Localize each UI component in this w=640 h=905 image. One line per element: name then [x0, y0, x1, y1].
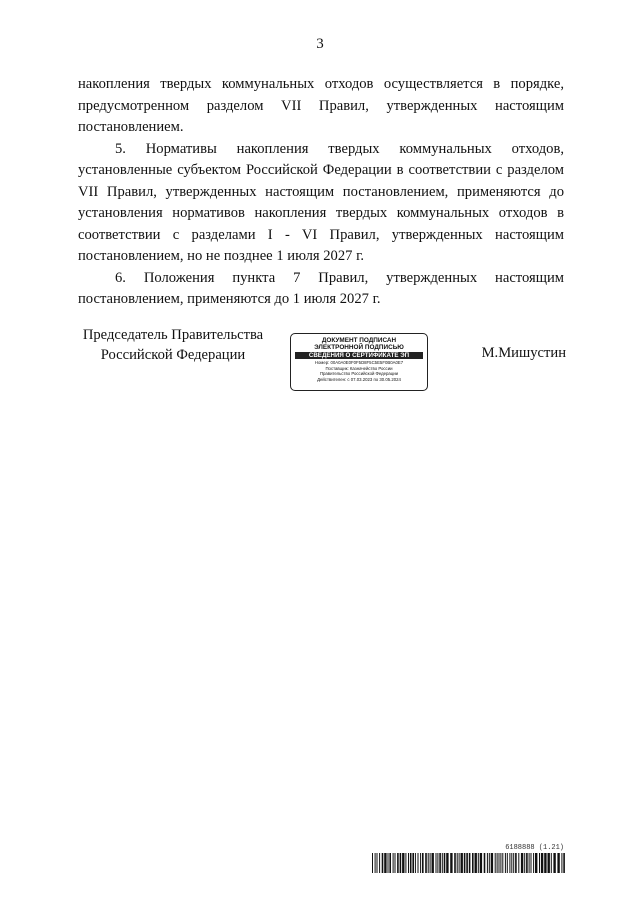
paragraph-continuation: накопления твердых коммунальных отходов осуществляется в порядке, предусмотренном разделом VII Правил, утвержденных настоящим постановлением.	[78, 76, 564, 135]
paragraph-5: 5. Нормативы накопления твердых коммунальных отходов, установленные субъектом Российской Федерации в соответствии с разделом VII Правил, утвержденных настоящим постановлением, применяются до установления нормативов накопления твердых коммунальных отходов в соответствии с разделами I - VI Правил, утвержденных настоящим постановлением, но не позднее 1 июля 2027 г.	[78, 140, 564, 264]
signatory-position-line2: Российской Федерации	[100, 347, 246, 363]
document-code: 6188888 (1.21)	[505, 844, 564, 852]
stamp-title-line2: ЭЛЕКТРОННОЙ ПОДПИСЬЮ	[314, 344, 404, 351]
signatory-position-line1: Председатель Правительства	[82, 327, 264, 343]
stamp-validity: Действителен: с 07.03.2023 по 30.05.2024	[317, 376, 401, 382]
stamp-serial: Номер: 00A0A0E0F0F5D8F5C5E5F0B0A0E7	[314, 360, 404, 365]
stamp-supplier: Поставщик: Казначейство России	[325, 365, 393, 371]
paragraph-6: 6. Положения пункта 7 Правил, утвержденных настоящим постановлением, применяются до 1 июля 2027 г.	[78, 269, 564, 307]
barcode-icon	[372, 853, 566, 873]
stamp-title-line1: ДОКУМЕНТ ПОДПИСАН	[321, 337, 397, 344]
page-number: 3	[316, 36, 324, 52]
document-body	[78, 74, 564, 311]
stamp-owner: Правительство Российской Федерации	[319, 371, 399, 376]
signatory-name: М.Мишустин	[481, 345, 566, 361]
stamp-banner: СВЕДЕНИЯ О СЕРТИФИКАТЕ ЭП	[295, 352, 423, 359]
electronic-signature-stamp	[290, 333, 428, 391]
signatory-position	[78, 325, 268, 365]
